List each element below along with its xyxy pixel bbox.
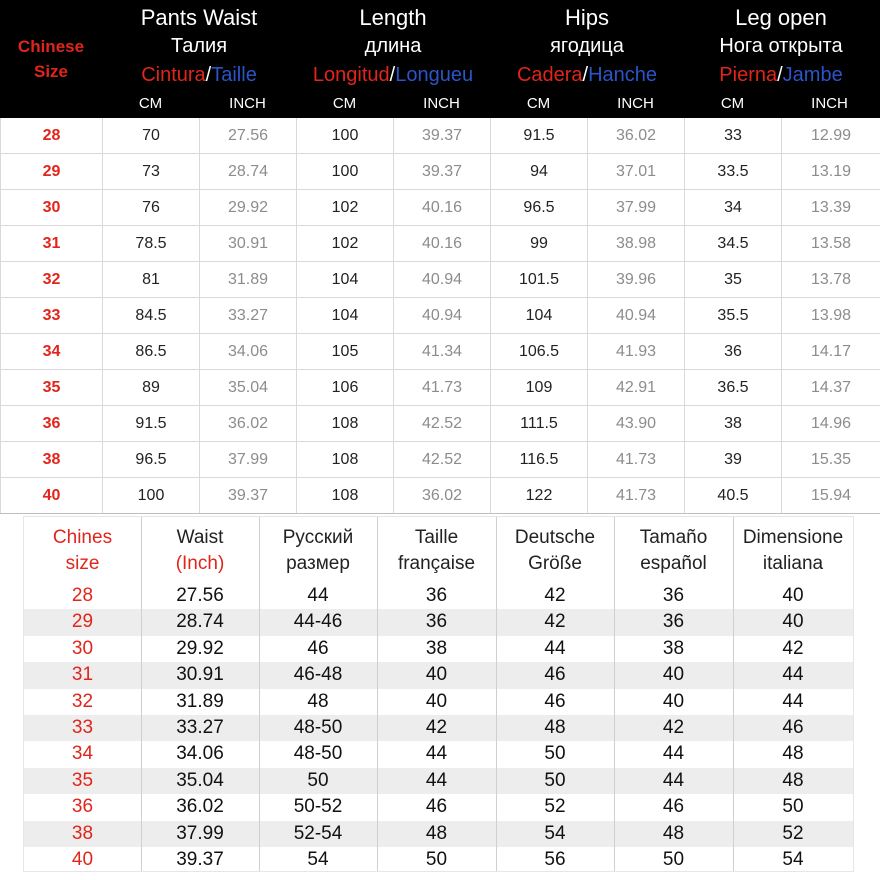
size-value-cell: 46 — [307, 637, 329, 659]
inch-cell: 42.91 — [587, 370, 684, 405]
inch-cell: 37.01 — [587, 154, 684, 189]
inch-cell: 40.94 — [393, 298, 490, 333]
size-value-cell: 36 — [425, 585, 448, 606]
column-header: Chines size — [52, 527, 113, 574]
size-value-cell: 40 — [662, 664, 685, 686]
inch-cell: 40.94 — [393, 262, 490, 297]
size-cell: 35 — [0, 370, 102, 405]
inch-cell: 13.19 — [781, 154, 880, 189]
size-value-cell: 35.04 — [176, 769, 224, 791]
size-value-cell: 48 — [307, 690, 329, 712]
table-row — [24, 847, 853, 873]
size-value-cell: 38 — [425, 637, 448, 659]
table-row — [24, 609, 853, 635]
column-divider — [141, 517, 142, 871]
size-value-cell: 42 — [544, 585, 566, 606]
inch-cell: 40.94 — [587, 298, 684, 333]
column-header: Dimensione italiana — [742, 527, 844, 574]
cm-cell: 70 — [102, 118, 199, 153]
table-row — [0, 118, 880, 154]
cm-cell: 99 — [490, 226, 587, 261]
table-row — [24, 768, 853, 794]
inch-cell: 14.37 — [781, 370, 880, 405]
cm-cell: 100 — [296, 118, 393, 153]
table-row — [24, 741, 853, 767]
size-cell: 40 — [0, 478, 102, 513]
size-value-cell: 46 — [544, 690, 566, 712]
cm-cell: 96.5 — [490, 190, 587, 225]
inch-cell: 36.02 — [587, 118, 684, 153]
table-row — [0, 190, 880, 226]
chinese-size-header: Chinese Size — [17, 37, 85, 81]
table-header — [0, 0, 880, 118]
table-row — [24, 689, 853, 715]
inch-cell: 13.58 — [781, 226, 880, 261]
cm-cell: 94 — [490, 154, 587, 189]
cm-cell: 122 — [490, 478, 587, 513]
cm-cell: 76 — [102, 190, 199, 225]
size-value-cell: 48 — [662, 822, 685, 844]
cm-cell: 96.5 — [102, 442, 199, 477]
size-value-cell: 52 — [782, 822, 804, 844]
size-value-cell: 48 — [782, 743, 804, 765]
size-value-cell: 50 — [662, 849, 685, 870]
cm-cell: 100 — [102, 478, 199, 513]
size-cell: 33 — [71, 717, 94, 738]
column-header: Deutsche Größe — [514, 527, 596, 574]
cm-cell: 108 — [296, 478, 393, 513]
size-cell: 38 — [71, 822, 94, 844]
table-row — [0, 406, 880, 442]
cm-cell: 34 — [684, 190, 781, 225]
size-value-cell: 54 — [544, 822, 566, 844]
size-value-cell: 44 — [425, 743, 448, 765]
inch-cell: 39.37 — [199, 478, 296, 513]
size-value-cell: 42 — [425, 717, 448, 738]
size-value-cell: 46 — [425, 796, 448, 818]
table-row — [0, 226, 880, 262]
table-row — [24, 636, 853, 662]
header-group-hips: Hips ягодица Cadera/Hanche — [516, 5, 658, 86]
size-cell: 29 — [0, 154, 102, 189]
size-value-cell: 48 — [425, 822, 448, 844]
size-value-cell: 31.89 — [176, 690, 224, 712]
cm-cell: 36 — [684, 334, 781, 369]
cm-cell: 104 — [296, 262, 393, 297]
size-value-cell: 52-54 — [293, 822, 343, 844]
size-value-cell: 39.37 — [176, 849, 224, 870]
size-value-cell: 46 — [544, 664, 566, 686]
size-value-cell: 46 — [782, 717, 804, 738]
international-size-table — [24, 517, 853, 871]
cm-cell: 40.5 — [684, 478, 781, 513]
size-value-cell: 40 — [425, 664, 448, 686]
cm-cell: 33 — [684, 118, 781, 153]
column-divider — [259, 517, 260, 871]
size-cell: 36 — [0, 406, 102, 441]
cm-cell: 101.5 — [490, 262, 587, 297]
inch-cell: 36.02 — [393, 478, 490, 513]
cm-cell: 106 — [296, 370, 393, 405]
cm-cell: 84.5 — [102, 298, 199, 333]
table-row — [24, 662, 853, 688]
size-value-cell: 36 — [662, 611, 685, 633]
inch-cell: 35.04 — [199, 370, 296, 405]
cm-cell: 78.5 — [102, 226, 199, 261]
size-value-cell: 50-52 — [293, 796, 343, 818]
size-cell: 36 — [71, 796, 94, 818]
table-row — [0, 370, 880, 406]
inch-cell: 41.93 — [587, 334, 684, 369]
inch-cell: 13.78 — [781, 262, 880, 297]
table-row — [0, 478, 880, 514]
cm-cell: 33.5 — [684, 154, 781, 189]
size-value-cell: 36 — [662, 585, 685, 606]
size-cell: 31 — [71, 664, 94, 686]
size-value-cell: 40 — [425, 690, 448, 712]
header-group-leg-open: Leg open Нога открыта Pierna/Jambe — [719, 5, 843, 86]
size-value-cell: 44-46 — [293, 611, 343, 633]
cm-cell: 109 — [490, 370, 587, 405]
inch-cell: 13.98 — [781, 298, 880, 333]
column-divider — [733, 517, 734, 871]
size-value-cell: 36 — [425, 611, 448, 633]
size-value-cell: 29.92 — [176, 637, 224, 659]
table-row — [24, 794, 853, 820]
size-value-cell: 44 — [307, 585, 329, 606]
size-cell: 38 — [0, 442, 102, 477]
size-value-cell: 27.56 — [176, 585, 224, 606]
size-value-cell: 44 — [544, 637, 566, 659]
size-cell: 31 — [0, 226, 102, 261]
size-cell: 29 — [71, 611, 94, 633]
size-value-cell: 40 — [782, 585, 804, 606]
inch-cell: 39.96 — [587, 262, 684, 297]
header-group-length: Length длина Longitud/Longueu — [312, 5, 474, 86]
cm-cell: 35 — [684, 262, 781, 297]
table-body — [0, 118, 880, 514]
column-divider — [614, 517, 615, 871]
inch-cell: 13.39 — [781, 190, 880, 225]
size-value-cell: 30.91 — [176, 664, 224, 686]
inch-cell: 27.56 — [199, 118, 296, 153]
cm-cell: 36.5 — [684, 370, 781, 405]
size-cell: 34 — [0, 334, 102, 369]
column-header: Waist (Inch) — [175, 527, 225, 574]
size-cell: 30 — [71, 637, 94, 659]
inch-cell: 41.73 — [393, 370, 490, 405]
size-value-cell: 56 — [544, 849, 566, 870]
cm-cell: 91.5 — [102, 406, 199, 441]
cm-cell: 105 — [296, 334, 393, 369]
cm-cell: 104 — [490, 298, 587, 333]
size-value-cell: 33.27 — [176, 717, 224, 738]
size-value-cell: 44 — [782, 664, 804, 686]
size-value-cell: 46 — [662, 796, 685, 818]
table-row — [0, 154, 880, 190]
inch-cell: 15.94 — [781, 478, 880, 513]
header-group-pants-waist: Pants Waist Талия Cintura/Taille — [140, 5, 258, 86]
size-cell: 28 — [71, 585, 94, 606]
size-value-cell: 28.74 — [176, 611, 224, 633]
size-value-cell: 42 — [782, 637, 804, 659]
size-cell: 32 — [71, 690, 94, 712]
inch-cell: 42.52 — [393, 406, 490, 441]
column-header: Taille française — [397, 527, 476, 574]
cm-cell: 39 — [684, 442, 781, 477]
cm-cell: 108 — [296, 406, 393, 441]
cm-cell: 73 — [102, 154, 199, 189]
inch-cell: 15.35 — [781, 442, 880, 477]
size-value-cell: 44 — [425, 769, 448, 791]
inch-cell: 36.02 — [199, 406, 296, 441]
cm-cell: 104 — [296, 298, 393, 333]
size-cell: 33 — [0, 298, 102, 333]
column-divider — [496, 517, 497, 871]
inch-cell: 41.73 — [587, 478, 684, 513]
inch-cell: 39.37 — [393, 118, 490, 153]
cm-cell: 106.5 — [490, 334, 587, 369]
size-cell: 34 — [71, 743, 94, 765]
cm-cell: 108 — [296, 442, 393, 477]
table-row — [0, 262, 880, 298]
size-value-cell: 44 — [782, 690, 804, 712]
inch-cell: 41.73 — [587, 442, 684, 477]
inch-cell: 14.17 — [781, 334, 880, 369]
size-value-cell: 46-48 — [293, 664, 343, 686]
size-value-cell: 37.99 — [176, 822, 224, 844]
inch-cell: 37.99 — [199, 442, 296, 477]
size-cell: 35 — [71, 769, 94, 791]
column-header: Русский размер — [282, 527, 354, 574]
inch-cell: 40.16 — [393, 190, 490, 225]
inch-cell: 39.37 — [393, 154, 490, 189]
table-row — [0, 298, 880, 334]
size-value-cell: 48-50 — [293, 717, 343, 738]
cm-cell: 38 — [684, 406, 781, 441]
column-header: Tamaño español — [639, 527, 708, 574]
inch-cell: 31.89 — [199, 262, 296, 297]
size-value-cell: 48 — [782, 769, 804, 791]
inch-cell: 28.74 — [199, 154, 296, 189]
inch-cell: 34.06 — [199, 334, 296, 369]
cm-cell: 86.5 — [102, 334, 199, 369]
cm-cell: 35.5 — [684, 298, 781, 333]
cm-cell: 102 — [296, 226, 393, 261]
size-value-cell: 38 — [662, 637, 685, 659]
size-value-cell: 44 — [662, 743, 685, 765]
size-cell: 32 — [0, 262, 102, 297]
table-header — [24, 517, 853, 579]
size-cell: 30 — [0, 190, 102, 225]
size-value-cell: 50 — [544, 743, 566, 765]
size-value-cell: 50 — [544, 769, 566, 791]
inch-cell: 40.16 — [393, 226, 490, 261]
cm-cell: 102 — [296, 190, 393, 225]
size-value-cell: 52 — [544, 796, 566, 818]
size-value-cell: 34.06 — [176, 743, 224, 765]
size-value-cell: 44 — [662, 769, 685, 791]
size-value-cell: 54 — [782, 849, 804, 870]
size-value-cell: 48-50 — [293, 743, 343, 765]
inch-cell: 33.27 — [199, 298, 296, 333]
cm-cell: 91.5 — [490, 118, 587, 153]
size-value-cell: 42 — [662, 717, 685, 738]
size-cell: 28 — [0, 118, 102, 153]
cm-cell: 100 — [296, 154, 393, 189]
inch-cell: 38.98 — [587, 226, 684, 261]
cm-cell: 34.5 — [684, 226, 781, 261]
cm-cell: 111.5 — [490, 406, 587, 441]
size-value-cell: 50 — [782, 796, 804, 818]
size-value-cell: 48 — [544, 717, 566, 738]
table-row — [0, 334, 880, 370]
table-row — [24, 583, 853, 609]
inch-cell: 41.34 — [393, 334, 490, 369]
size-value-cell: 40 — [782, 611, 804, 633]
size-cell: 40 — [71, 849, 94, 870]
unit-labels: CM INCH — [526, 95, 654, 112]
column-divider — [377, 517, 378, 871]
cm-cell: 89 — [102, 370, 199, 405]
size-value-cell: 36.02 — [176, 796, 224, 818]
inch-cell: 29.92 — [199, 190, 296, 225]
unit-labels: CM INCH — [720, 95, 848, 112]
size-value-cell: 50 — [307, 769, 329, 791]
unit-labels: CM INCH — [332, 95, 460, 112]
table-row — [0, 442, 880, 478]
unit-labels: CM INCH — [138, 95, 266, 112]
inch-cell: 14.96 — [781, 406, 880, 441]
inch-cell: 43.90 — [587, 406, 684, 441]
inch-cell: 37.99 — [587, 190, 684, 225]
inch-cell: 30.91 — [199, 226, 296, 261]
inch-cell: 42.52 — [393, 442, 490, 477]
size-value-cell: 40 — [662, 690, 685, 712]
table-row — [24, 821, 853, 847]
cm-cell: 116.5 — [490, 442, 587, 477]
inch-cell: 12.99 — [781, 118, 880, 153]
size-value-cell: 54 — [307, 849, 329, 870]
cm-cell: 81 — [102, 262, 199, 297]
table-row — [24, 715, 853, 741]
size-value-cell: 50 — [425, 849, 448, 870]
size-value-cell: 42 — [544, 611, 566, 633]
